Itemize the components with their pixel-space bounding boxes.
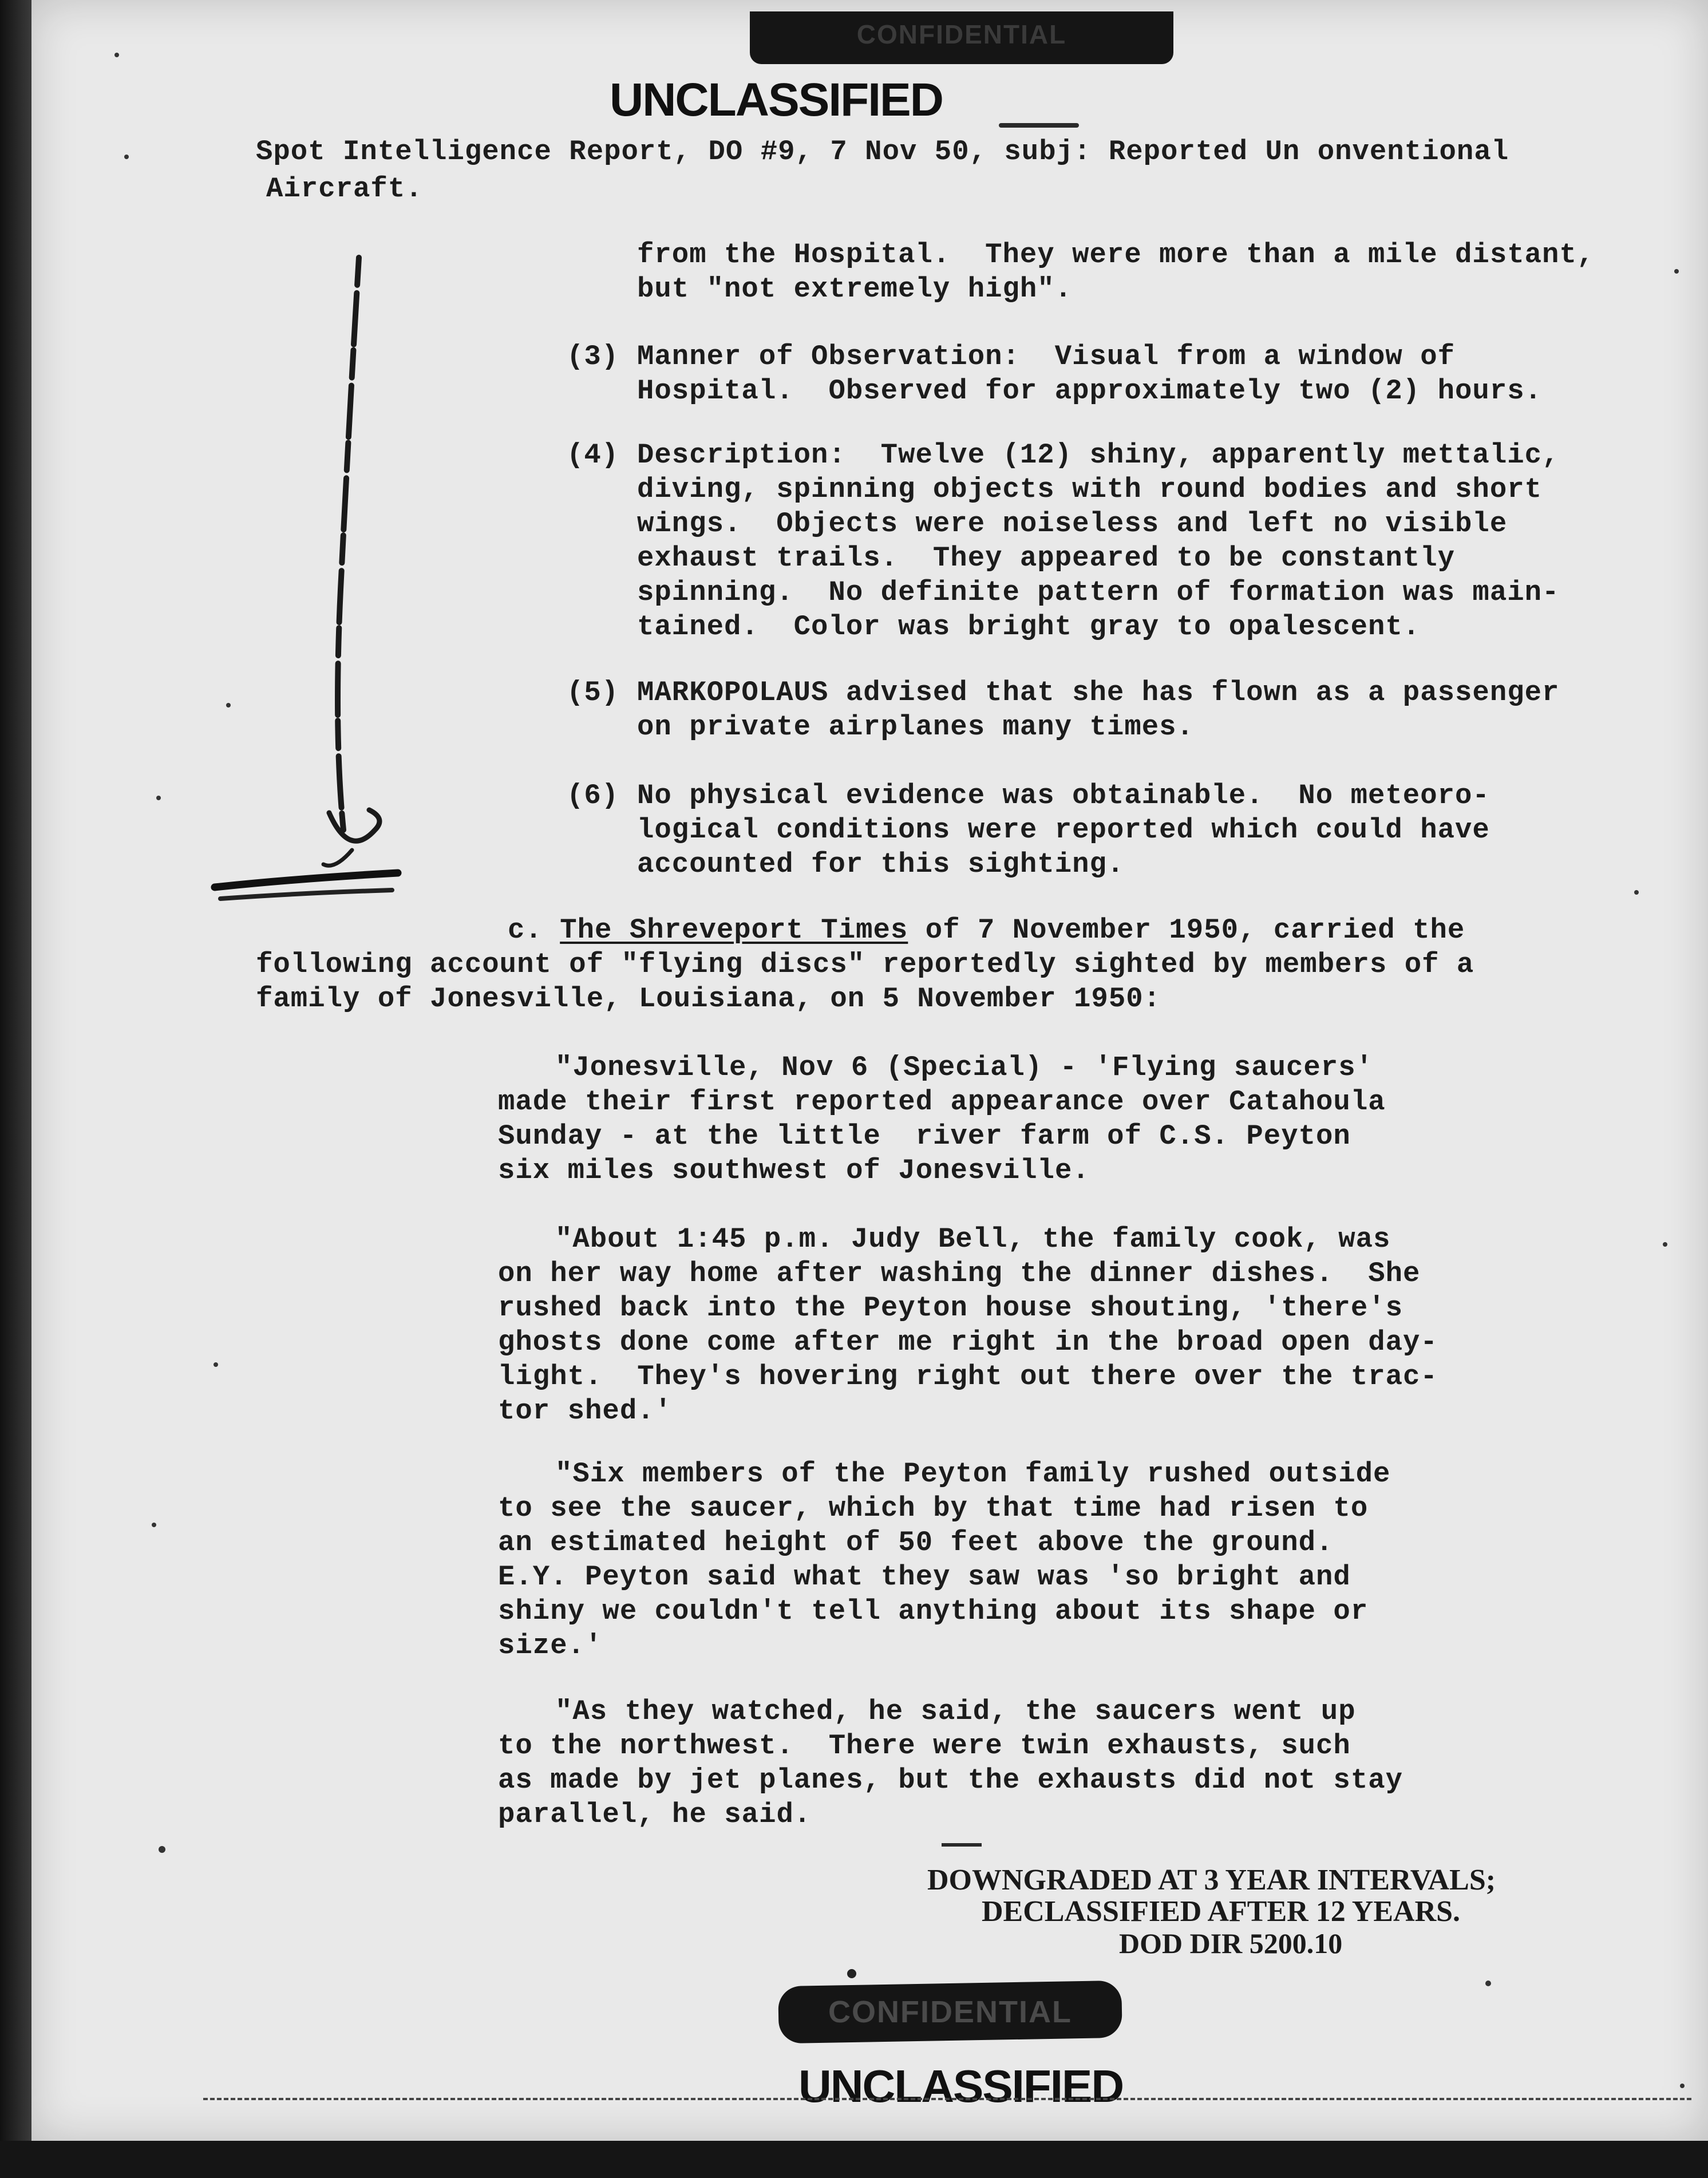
quote-line: an estimated height of 50 feet above the ground. xyxy=(498,1527,1334,1559)
quote-line: size.' xyxy=(498,1630,603,1662)
scan-bottom-border xyxy=(0,2141,1708,2178)
quote-paragraph-4 xyxy=(498,1694,1403,1832)
item-3-manner-of-observation xyxy=(567,339,1542,408)
item-line: wings. Objects were noiseless and left no visible xyxy=(637,508,1508,540)
scan-speck xyxy=(152,1523,156,1527)
scan-speck xyxy=(124,155,129,159)
quote-line: to see the saucer, which by that time had risen to xyxy=(498,1492,1369,1524)
downgrade-line-2: DECLASSIFIED AFTER 12 YEARS. xyxy=(982,1895,1461,1928)
section-c-line-1 xyxy=(256,913,1474,947)
item-number: (4) xyxy=(567,439,619,471)
quote-line: "Jonesville, Nov 6 (Special) - 'Flying saucers' xyxy=(555,1052,1374,1084)
scan-speck xyxy=(156,796,161,800)
top-classification-stamp: UNCLASSIFIED xyxy=(610,74,943,126)
section-c-line-1-rest: of 7 November 1950, carried the xyxy=(908,914,1465,946)
scan-speck xyxy=(1674,269,1679,274)
bottom-redaction-mark xyxy=(847,1969,856,1978)
item-line: exhaust trails. They appeared to be constantly xyxy=(637,542,1456,574)
quote-paragraph-2 xyxy=(498,1222,1438,1428)
item-number: (5) xyxy=(567,677,619,709)
bottom-redacted-label: CONFIDENTIAL xyxy=(828,1995,1072,2029)
section-c-paragraph xyxy=(256,913,1474,1016)
scan-speck xyxy=(114,53,119,57)
section-c-line-3: family of Jonesville, Louisiana, on 5 November 1950: xyxy=(256,983,1161,1015)
item-line: Description: Twelve (12) shiny, apparently mettalic, xyxy=(637,439,1560,471)
item-line: MARKOPOLAUS advised that she has flown as a passenger xyxy=(637,677,1560,709)
item-number: (6) xyxy=(567,780,619,812)
top-redacted-label: CONFIDENTIAL xyxy=(856,19,1067,49)
quote-line: "Six members of the Peyton family rushed outside xyxy=(555,1458,1391,1490)
quote-line: shiny we couldn't tell anything about its shape or xyxy=(498,1595,1369,1627)
quote-paragraph-3 xyxy=(498,1457,1390,1663)
item-line: logical conditions were reported which could have xyxy=(637,814,1490,846)
quote-line: Sunday - at the little river farm of C.S. Peyton xyxy=(498,1120,1351,1152)
quote-paragraph-1 xyxy=(498,1050,1386,1188)
item-5-passenger-note xyxy=(567,675,1559,744)
quote-line: E.Y. Peyton said what they saw was 'so bright and xyxy=(498,1561,1351,1593)
item-line: Hospital. Observed for approximately two (2) hours. xyxy=(637,375,1543,407)
top-stamp-mark xyxy=(999,123,1079,128)
item-line: No physical evidence was obtainable. No meteoro- xyxy=(637,780,1490,812)
quote-line: made their first reported appearance over Catahoula xyxy=(498,1086,1386,1118)
scan-speck xyxy=(214,1362,218,1367)
section-c-line-2: following account of "flying discs" reportedly sighted by members of a xyxy=(256,948,1474,981)
report-subject-line-1: Spot Intelligence Report, DO #9, 7 Nov 50, subj: Reported Un onventional xyxy=(256,136,1509,168)
report-subject-line-2: Aircraft. xyxy=(266,173,423,205)
item-line: spinning. No definite pattern of formation was main- xyxy=(637,576,1560,608)
quote-line: as made by jet planes, but the exhausts did not stay xyxy=(498,1764,1403,1796)
quote-line: tor shed.' xyxy=(498,1395,673,1427)
quote-line: on her way home after washing the dinner dishes. She xyxy=(498,1258,1421,1290)
quote-line: ghosts done come after me right in the broad open day- xyxy=(498,1326,1438,1358)
item-continuation xyxy=(637,238,1594,306)
item-line: on private airplanes many times. xyxy=(637,711,1194,743)
bottom-classification-stamp: UNCLASSIFIED xyxy=(798,2061,1124,2112)
scan-speck xyxy=(1663,1242,1667,1247)
bottom-dashed-line xyxy=(203,2098,1691,2100)
quote-line: to the northwest. There were twin exhausts, such xyxy=(498,1730,1351,1762)
item-4-description xyxy=(567,438,1559,644)
scan-speck xyxy=(1485,1981,1491,1986)
item-number: (3) xyxy=(567,341,619,373)
scan-speck xyxy=(1680,2084,1685,2088)
section-c-letter: c. xyxy=(508,914,543,946)
item-line: diving, spinning objects with round bodies and short xyxy=(637,473,1543,505)
quote-line: "About 1:45 p.m. Judy Bell, the family cook, was xyxy=(555,1223,1391,1255)
scan-speck xyxy=(226,703,231,707)
downgrade-line-3: DOD DIR 5200.10 xyxy=(1119,1927,1343,1959)
scan-speck xyxy=(1634,890,1639,895)
quote-line: parallel, he said. xyxy=(498,1798,812,1831)
item-line: Manner of Observation: Visual from a window of xyxy=(637,341,1456,373)
handwritten-arrow-mark xyxy=(203,246,455,939)
scan-left-border xyxy=(0,0,31,2178)
quote-line: six miles southwest of Jonesville. xyxy=(498,1155,1090,1187)
downgrade-stamp-dash xyxy=(942,1843,982,1847)
paper-sheet xyxy=(31,0,1708,2141)
item-line: from the Hospital. They were more than a mile distant, xyxy=(637,239,1595,271)
quote-line: rushed back into the Peyton house shouting, 'there's xyxy=(498,1292,1403,1324)
item-line: but "not extremely high". xyxy=(637,273,1073,305)
item-line: tained. Color was bright gray to opalescent. xyxy=(637,611,1421,643)
item-6-physical-evidence xyxy=(567,778,1490,882)
item-line: accounted for this sighting. xyxy=(637,848,1125,880)
newspaper-title: The Shreveport Times xyxy=(560,914,908,946)
downgrade-line-1: DOWNGRADED AT 3 YEAR INTERVALS; xyxy=(927,1864,1496,1896)
scan-speck xyxy=(159,1846,165,1853)
quote-line: light. They's hovering right out there over the trac- xyxy=(498,1361,1438,1393)
quote-line: "As they watched, he said, the saucers went up xyxy=(555,1695,1356,1728)
